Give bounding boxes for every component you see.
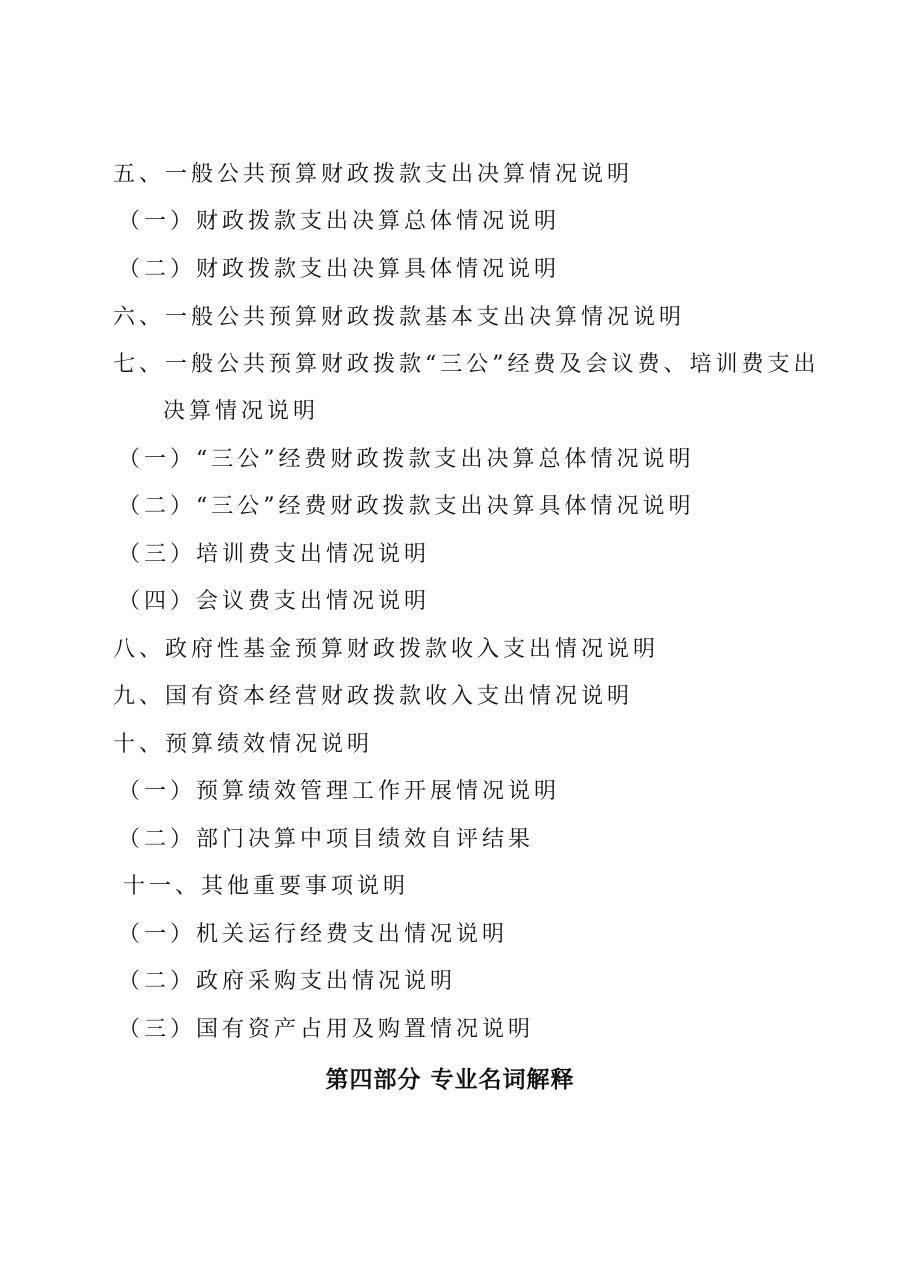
toc-item: 六、一般公共预算财政拨款基本支出决算情况说明 bbox=[113, 305, 686, 330]
toc-item-continuation: 决算情况说明 bbox=[163, 399, 320, 424]
toc-subitem: （一）财政拨款支出决算总体情况说明 bbox=[118, 209, 561, 234]
toc-item: 八、政府性基金预算财政拨款收入支出情况说明 bbox=[113, 637, 660, 662]
toc-subitem: （二）“三公”经费财政拨款支出决算具体情况说明 bbox=[118, 494, 695, 519]
toc-subitem: （一）机关运行经费支出情况说明 bbox=[118, 922, 509, 947]
toc-subitem: （二）部门决算中项目绩效自评结果 bbox=[118, 827, 535, 852]
toc-subitem: （一）“三公”经费财政拨款支出决算总体情况说明 bbox=[118, 447, 695, 472]
toc-subitem: （一）预算绩效管理工作开展情况说明 bbox=[118, 779, 561, 804]
toc-subitem: （四）会议费支出情况说明 bbox=[118, 589, 431, 614]
toc-subitem: （二）财政拨款支出决算具体情况说明 bbox=[118, 257, 561, 282]
toc-subitem: （三）国有资产占用及购置情况说明 bbox=[118, 1017, 535, 1042]
toc-item: 五、一般公共预算财政拨款支出决算情况说明 bbox=[113, 162, 634, 187]
toc-item: 十一、其他重要事项说明 bbox=[123, 874, 410, 899]
section-heading: 第四部分 专业名词解释 bbox=[325, 1067, 575, 1093]
toc-subitem: （二）政府采购支出情况说明 bbox=[118, 969, 457, 994]
toc-item: 七、一般公共预算财政拨款“三公”经费及会议费、培训费支出 bbox=[113, 352, 820, 377]
toc-item: 九、国有资本经营财政拨款收入支出情况说明 bbox=[113, 684, 634, 709]
toc-item: 十、预算绩效情况说明 bbox=[113, 732, 374, 757]
toc-subitem: （三）培训费支出情况说明 bbox=[118, 542, 431, 567]
